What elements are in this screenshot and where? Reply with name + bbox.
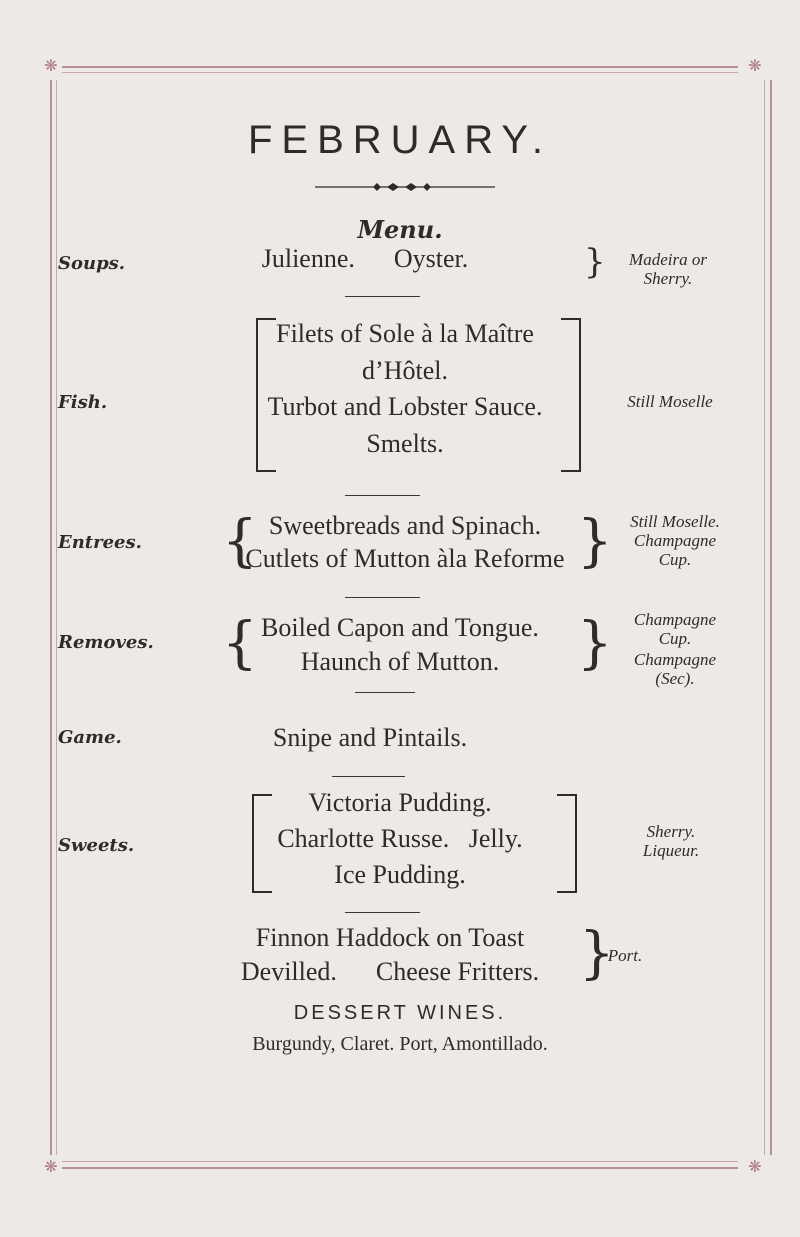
brace-icon: }	[577, 509, 613, 574]
corner-ornament-icon: ❋	[748, 1157, 762, 1176]
brace-icon: }	[579, 921, 615, 986]
brace-icon: }	[577, 611, 613, 676]
wine-removes-3: Champagne	[633, 650, 717, 669]
bottom-border	[62, 1167, 738, 1169]
dish-entrees-2: Cutlets of Mutton àla Reforme	[245, 544, 565, 573]
bottom-border-inner	[62, 1161, 738, 1162]
wine-savoury: Port.	[607, 946, 643, 965]
wine-entrees-2: Champagne	[633, 531, 717, 550]
brace-icon: }	[584, 242, 606, 282]
dish-fish-1: Filets of Sole à la Maître	[276, 319, 534, 348]
brace-icon: {	[222, 509, 258, 574]
corner-ornament-icon: ❋	[44, 56, 58, 75]
wine-sweets-1: Sherry.	[646, 822, 696, 841]
category-sweets: Sweets.	[58, 835, 135, 856]
top-border	[62, 66, 738, 68]
separator	[355, 692, 415, 693]
dish-fish-4: Smelts.	[366, 429, 444, 458]
wine-removes-2: Cup.	[658, 629, 692, 648]
wine-soups-2: Sherry.	[643, 269, 693, 288]
menu-title: Menu.	[357, 215, 443, 244]
top-border-inner	[62, 72, 738, 73]
corner-ornament-icon: ❋	[748, 56, 762, 75]
dish-soups: Julienne. Oyster.	[261, 244, 469, 273]
dish-game: Snipe and Pintails.	[272, 723, 468, 752]
separator	[345, 495, 420, 496]
category-removes: Removes.	[58, 632, 154, 653]
dish-sweets-3: Ice Pudding.	[334, 860, 466, 889]
category-entrees: Entrees.	[58, 532, 142, 553]
category-fish: Fish.	[58, 392, 108, 413]
separator	[332, 776, 405, 777]
dish-fish-3: Turbot and Lobster Sauce.	[267, 392, 543, 421]
dish-entrees-1: Sweetbreads and Spinach.	[268, 511, 542, 540]
dish-removes-2: Haunch of Mutton.	[300, 647, 500, 676]
dish-removes-1: Boiled Capon and Tongue.	[261, 613, 539, 642]
dish-savoury-1: Finnon Haddock on Toast	[255, 923, 525, 952]
bracket-right	[557, 794, 577, 893]
category-soups: Soups.	[58, 253, 126, 274]
wine-removes-4: (Sec).	[655, 669, 695, 688]
dish-fish-2: d’Hôtel.	[362, 356, 448, 385]
wine-fish: Still Moselle	[627, 392, 713, 411]
month-heading: FEBRUARY.	[247, 118, 553, 162]
dessert-wines-title: DESSERT WINES.	[293, 1002, 507, 1024]
separator	[345, 597, 420, 598]
dish-savoury-2: Devilled. Cheese Fritters.	[240, 957, 540, 986]
bracket-right	[561, 318, 581, 472]
separator	[345, 912, 420, 913]
title-ornament-icon	[315, 182, 495, 192]
wine-removes-1: Champagne	[633, 610, 717, 629]
wine-entrees-3: Cup.	[658, 550, 692, 569]
separator	[345, 296, 420, 297]
wine-sweets-2: Liqueur.	[642, 841, 700, 860]
brace-icon: {	[222, 611, 258, 676]
dessert-wines-list: Burgundy, Claret. Port, Amontillado.	[252, 1033, 548, 1055]
wine-soups-1: Madeira or	[629, 250, 707, 269]
category-game: Game.	[58, 727, 122, 748]
wine-entrees-1: Still Moselle.	[630, 512, 720, 531]
corner-ornament-icon: ❋	[44, 1157, 58, 1176]
dish-sweets-1: Victoria Pudding.	[308, 788, 492, 817]
dish-sweets-2: Charlotte Russe. Jelly.	[277, 824, 523, 853]
